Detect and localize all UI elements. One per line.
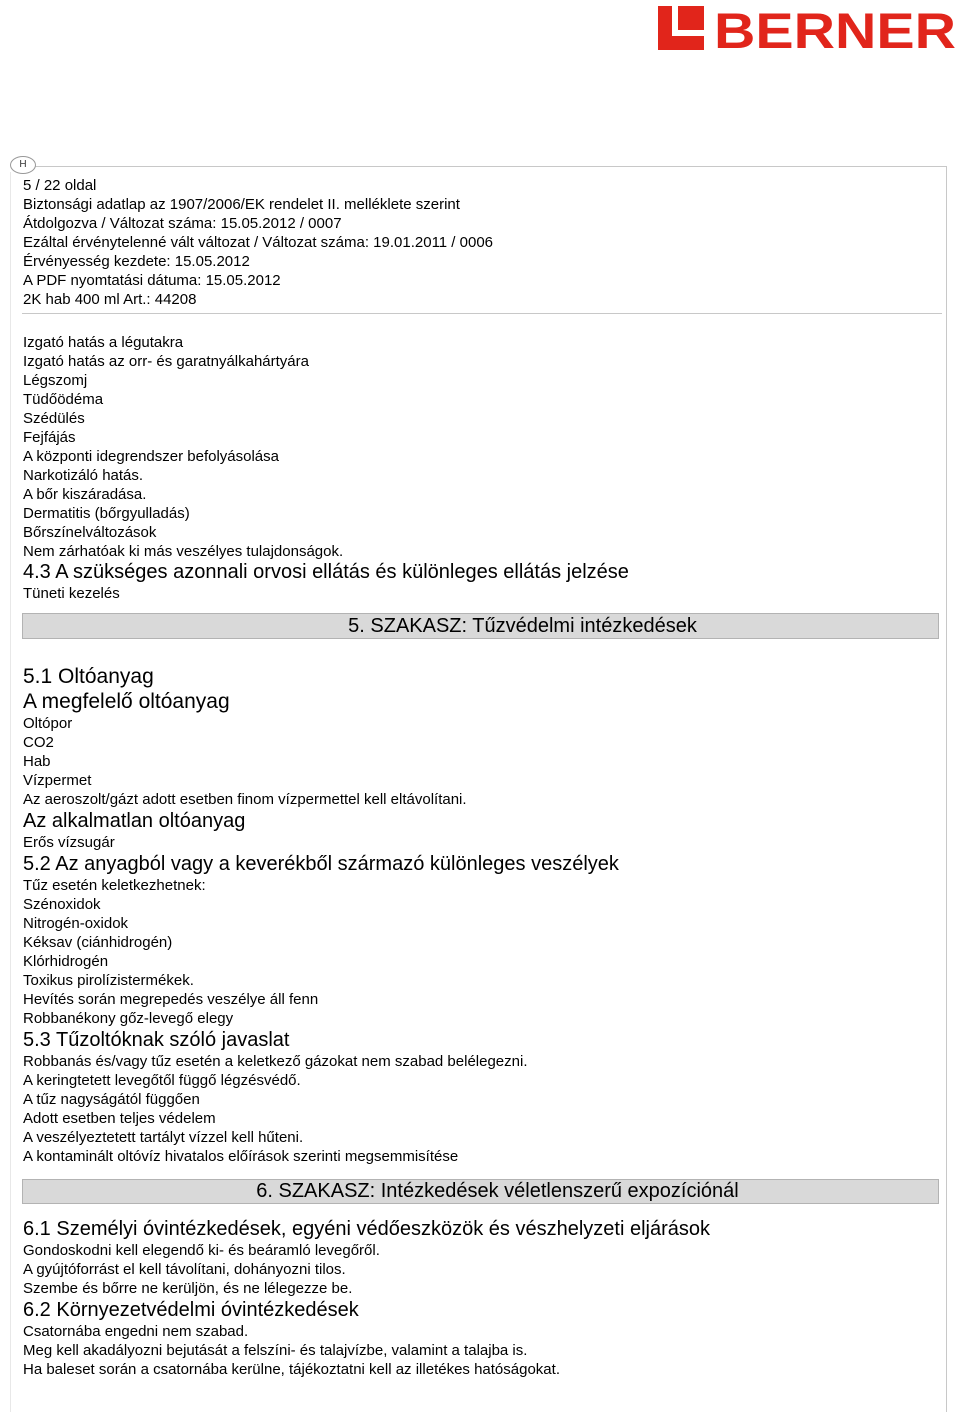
section-5-title: 5. SZAKASZ: Tűzvédelmi intézkedések [348,615,697,637]
section-6-header [22,1179,939,1204]
header-regulation: Biztonsági adatlap az 1907/2006/EK rendelet II. melléklete szerint [23,196,460,213]
hazard-item: Szénoxidok [23,896,101,913]
effect-item: Tüdőödéma [23,391,104,408]
berner-logo [656,4,956,52]
header-valid-from: Érvényesség kezdete: 15.05.2012 [23,253,250,270]
hazard-item: Nitrogén-oxidok [23,915,129,932]
section-5-header [22,613,939,639]
country-badge: H [10,156,36,174]
suitable-media-item: Hab [23,753,51,770]
unsuitable-media-heading: Az alkalmatlan oltóanyag [23,810,246,832]
page-frame-right [946,166,947,1412]
environmental-precaution-item: Meg kell akadályozni bejutását a felszíni- és talajvízbe, valamint a talajba is. [23,1342,528,1359]
personal-precaution-item: Szembe és bőrre ne kerüljön, és ne lélegezze be. [23,1280,353,1297]
personal-precaution-item: Gondoskodni kell elegendő ki- és beáramló levegőről. [23,1242,380,1259]
heading-5-3: 5.3 Tűzoltóknak szóló javaslat [23,1029,290,1051]
effect-item: Bőrszínelváltozások [23,524,157,541]
section-6-title: 6. SZAKASZ: Intézkedések véletlenszerű expozíciónál [256,1180,739,1202]
berner-logo-mark [656,4,956,52]
document-content [23,176,941,1379]
effect-item: Izgató hatás az orr- és garatnyálkahártyára [23,353,309,370]
heading-5-2: 5.2 Az anyagból vagy a keverékből származó különleges veszélyek [23,853,619,875]
hazard-item: Toxikus pirolízistermékek. [23,972,194,989]
unsuitable-media-item: Erős vízsugár [23,834,115,851]
header-revision: Átdolgozva / Változat száma: 15.05.2012 / 0007 [23,215,342,232]
document-header [23,176,941,309]
hazard-item: Hevítés során megrepedés veszélye áll fenn [23,991,319,1008]
effect-item: Narkotizáló hatás. [23,467,144,484]
environmental-precaution-item: Ha baleset során a csatornába kerülne, tájékoztatni kell az illetékes hatóságokat. [23,1361,560,1378]
effect-item: Nem zárhatóak ki más veszélyes tulajdonságok. [23,543,344,560]
firefighter-advice-item: Adott esetben teljes védelem [23,1110,216,1127]
environmental-precaution-item: Csatornába engedni nem szabad. [23,1323,249,1340]
suitable-media-heading: A megfelelő oltóanyag [23,690,230,713]
symptomatic-treatment: Tüneti kezelés [23,585,120,602]
heading-4-3: 4.3 A szükséges azonnali orvosi ellátás és különleges ellátás jelzése [23,561,629,583]
header-product: 2K hab 400 ml Art.: 44208 [23,291,197,308]
hazard-item: Robbanékony gőz-levegő elegy [23,1010,234,1027]
heading-6-2: 6.2 Környezetvédelmi óvintézkedések [23,1299,359,1321]
hazard-item: Tűz esetén keletkezhetnek: [23,877,206,894]
suitable-media-item: Az aeroszolt/gázt adott esetben finom vízpermettel kell eltávolítani. [23,791,467,808]
header-page-number: 5 / 22 oldal [23,177,97,194]
firefighter-advice-item: A tűz nagyságától függően [23,1091,200,1108]
suitable-media-item: Oltópor [23,715,73,732]
header-print-date: A PDF nyomtatási dátuma: 15.05.2012 [23,272,281,289]
effect-item: Légszomj [23,372,88,389]
heading-6-1: 6.1 Személyi óvintézkedések, egyéni védőeszközök és vészhelyzeti eljárások [23,1218,711,1240]
firefighter-advice-item: A kontaminált oltóvíz hivatalos előírások szerinti megsemmisítése [23,1148,459,1165]
suitable-media-item: CO2 [23,734,54,751]
effect-item: A központi idegrendszer befolyásolása [23,448,279,465]
effects-list [23,333,941,561]
firefighter-advice-item: A keringtetett levegőtől függő légzésvédő. [23,1072,301,1089]
suitable-media-item: Vízpermet [23,772,92,789]
effect-item: Szédülés [23,410,85,427]
heading-5-1: 5.1 Oltóanyag [23,665,154,688]
effect-item: A bőr kiszáradása. [23,486,147,503]
effect-item: Izgató hatás a légutakra [23,334,184,351]
firefighter-advice-item: Robbanás és/vagy tűz esetén a keletkező gázokat nem szabad belélegezni. [23,1053,528,1070]
hazard-item: Klórhidrogén [23,953,109,970]
page-frame-top [22,166,947,167]
hazard-item: Kéksav (ciánhidrogén) [23,934,173,951]
header-superseded-version: Ezáltal érvénytelenné vált változat / Változat száma: 19.01.2011 / 0006 [23,234,494,251]
page-frame-left [10,172,11,1412]
firefighter-advice-item: A veszélyeztetett tartályt vízzel kell hűteni. [23,1129,304,1146]
personal-precaution-item: A gyújtóforrást el kell távolítani, dohányozni tilos. [23,1261,346,1278]
effect-item: Fejfájás [23,429,76,446]
effect-item: Dermatitis (bőrgyulladás) [23,505,190,522]
logo-wordmark: BERNER [714,4,956,52]
